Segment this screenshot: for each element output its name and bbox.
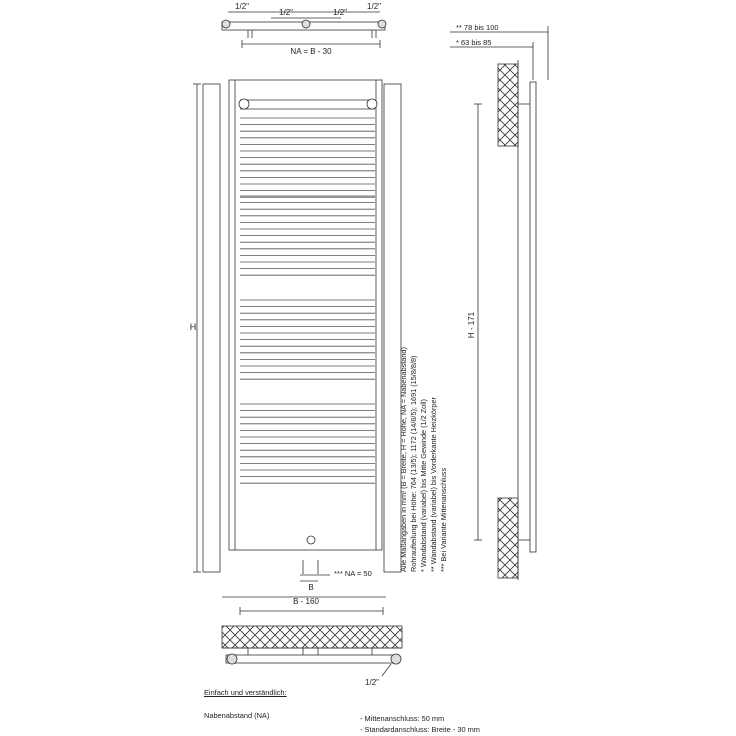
note-line: Rohraufteilung bei Höhe: 764 (13/5); 1172 (14/6/5); 1691 (15/8/8/8) [409, 355, 418, 572]
bottom-na-label: *** NA = 50 [334, 569, 372, 578]
connection-label: 1/2" [235, 2, 249, 11]
side-view-labels [456, 23, 499, 338]
connection-label: 1/2" [279, 8, 293, 17]
wall-distance-thread-label: * 63 bis 85 [456, 38, 492, 47]
footer-item-standard: - Standardanschluss: Breite - 30 mm [360, 725, 480, 734]
inner-width-label: B [308, 583, 314, 592]
footer-label: Nabenabstand (NA) [204, 711, 270, 720]
connection-label: 1/2" [367, 2, 381, 11]
side-view [450, 26, 548, 580]
note-line: * Wandabstand (variabel) bis Mitte Gewinde (1/2 Zoll) [419, 399, 428, 572]
bottom-connection-label: 1/2" [365, 678, 379, 687]
height-label: H [189, 322, 197, 332]
wall-distance-front-label: ** 78 bis 100 [456, 23, 499, 32]
footer-item-center: - Mittenanschluss: 50 mm [360, 714, 445, 723]
notes-block [399, 347, 448, 572]
footer-heading: Einfach und verständlich: [204, 688, 287, 697]
top-view [222, 12, 386, 48]
front-view [193, 80, 401, 597]
hub-distance-label: NA = B - 30 [290, 47, 332, 56]
note-line: Alle Maßangaben in mm! (B = Breite, H = Höhe, NA = Nabenabstand) [399, 347, 408, 572]
note-line: *** Bei Variante Mittenanschluss [439, 467, 448, 572]
outer-width-label: B - 160 [293, 597, 319, 606]
side-height-label: H - 171 [467, 311, 476, 339]
bottom-view [222, 607, 402, 676]
connection-label: 1/2" [333, 8, 347, 17]
note-line: ** Wandabstand (variabel) bis Vorderkante Heizkörper [429, 397, 438, 572]
